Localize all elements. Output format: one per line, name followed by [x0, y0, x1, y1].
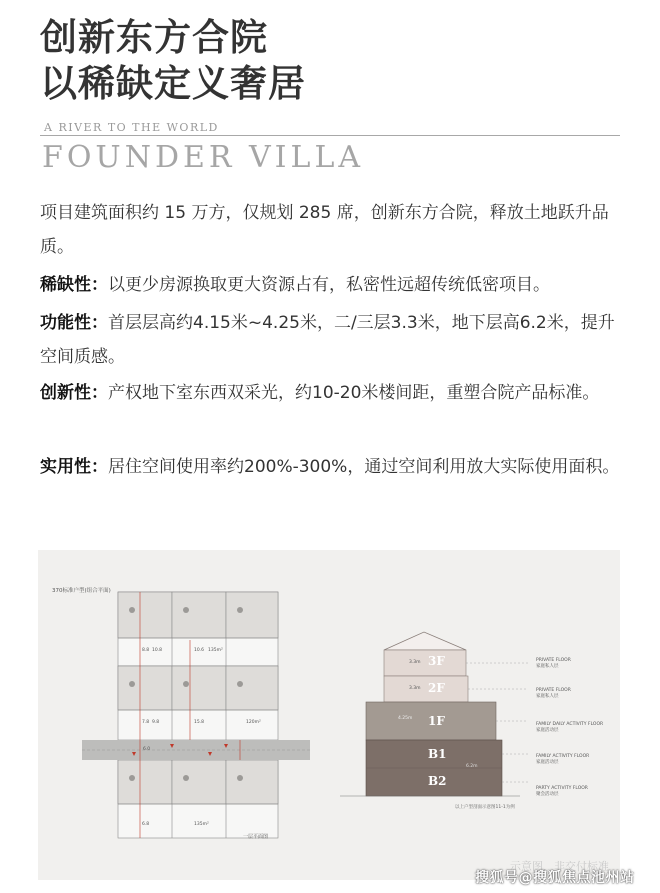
floor-2f: [384, 676, 468, 702]
dim-label: 10.6: [194, 648, 205, 653]
legend-item: PARTY ACTIVITY FLOOR 聚会活动层: [536, 786, 588, 797]
floor-label-b1: B1: [428, 747, 447, 761]
tagline-big: FOUNDER VILLA: [42, 140, 365, 175]
plan-title: 370标准户型(组合平面): [52, 588, 111, 594]
road-width: 6.0: [143, 747, 151, 752]
unit-house: [172, 760, 226, 804]
point-label: 实用性：: [40, 457, 108, 477]
unit-house: [172, 592, 226, 638]
road-band: [82, 740, 310, 760]
floor-3f: [384, 650, 466, 676]
floor-label-2f: 2F: [428, 681, 445, 695]
point-text: 以更少房源换取更大资源占有，私密性远超传统低密项目。: [108, 275, 550, 295]
point-label: 稀缺性：: [40, 275, 108, 295]
headline-line-2: 以稀缺定义奢居: [40, 62, 306, 105]
plan-caption: 一层平面图: [243, 834, 269, 840]
legend-item: FAMILY ACTIVITY FLOOR 家庭活动层: [536, 754, 590, 765]
unit-area: 120m²: [246, 720, 261, 725]
point-label: 功能性：: [40, 313, 108, 333]
unit-area: 135m²: [194, 822, 209, 827]
section-note: 以上户型剖面示意图11-1为例: [455, 805, 515, 810]
dim-label: 10.8: [152, 648, 163, 653]
legend-item: FAMILY DAILY ACTIVITY FLOOR 家庭活动层: [536, 722, 604, 733]
unit-house: [118, 666, 172, 710]
point-label: 创新性：: [40, 383, 108, 403]
unit-house: [118, 592, 172, 638]
site-plan: [118, 592, 278, 838]
unit-house: [226, 592, 278, 638]
unit-area: 135m²: [208, 648, 223, 653]
unit-house: [172, 666, 226, 710]
unit-house: [226, 760, 278, 804]
source-watermark: 搜狐号@搜狐焦点池州站: [475, 870, 635, 886]
dim-label: 15.8: [194, 720, 205, 725]
floor-label-b2: B2: [428, 774, 447, 788]
height-label: 4.25m: [398, 716, 413, 721]
legend-item: PRIVATE FLOOR 家庭私人层: [536, 658, 571, 669]
legend-item: PRIVATE FLOOR 家庭私人层: [536, 688, 571, 699]
floor-label-1f: 1F: [428, 714, 445, 728]
point-text: 首层层高约4.15米~4.25米，二/三层3.3米，地下层高6.2米，提升空间质感。: [40, 313, 615, 367]
height-label: 3.3m: [409, 660, 421, 665]
roof: [384, 632, 466, 650]
point-text: 产权地下室东西双采光，约10-20米楼间距，重塑合院产品标准。: [108, 383, 600, 403]
height-label: 3.3m: [409, 686, 421, 691]
dim-label: 6.8: [142, 822, 150, 827]
point-text: 居住空间使用率约200%-300%，通过空间利用放大实际使用面积。: [108, 457, 620, 477]
headline-line-1: 创新东方合院: [40, 16, 268, 59]
height-label: 6.2m: [466, 764, 478, 769]
dim-label: 9.8: [152, 720, 160, 725]
unit-house: [226, 666, 278, 710]
floor-label-3f: 3F: [428, 654, 445, 668]
dim-label: 7.8: [142, 720, 150, 725]
disclaimer-watermark: 示意图，非交付标准: [510, 860, 609, 873]
intro-paragraph: 项目建筑面积约 15 万方，仅规划 285 席，创新东方合院，释放土地跃升品质。: [40, 203, 609, 257]
tagline-small: A RIVER TO THE WORLD: [44, 121, 219, 134]
dim-label: 8.8: [142, 648, 150, 653]
unit-house: [118, 760, 172, 804]
